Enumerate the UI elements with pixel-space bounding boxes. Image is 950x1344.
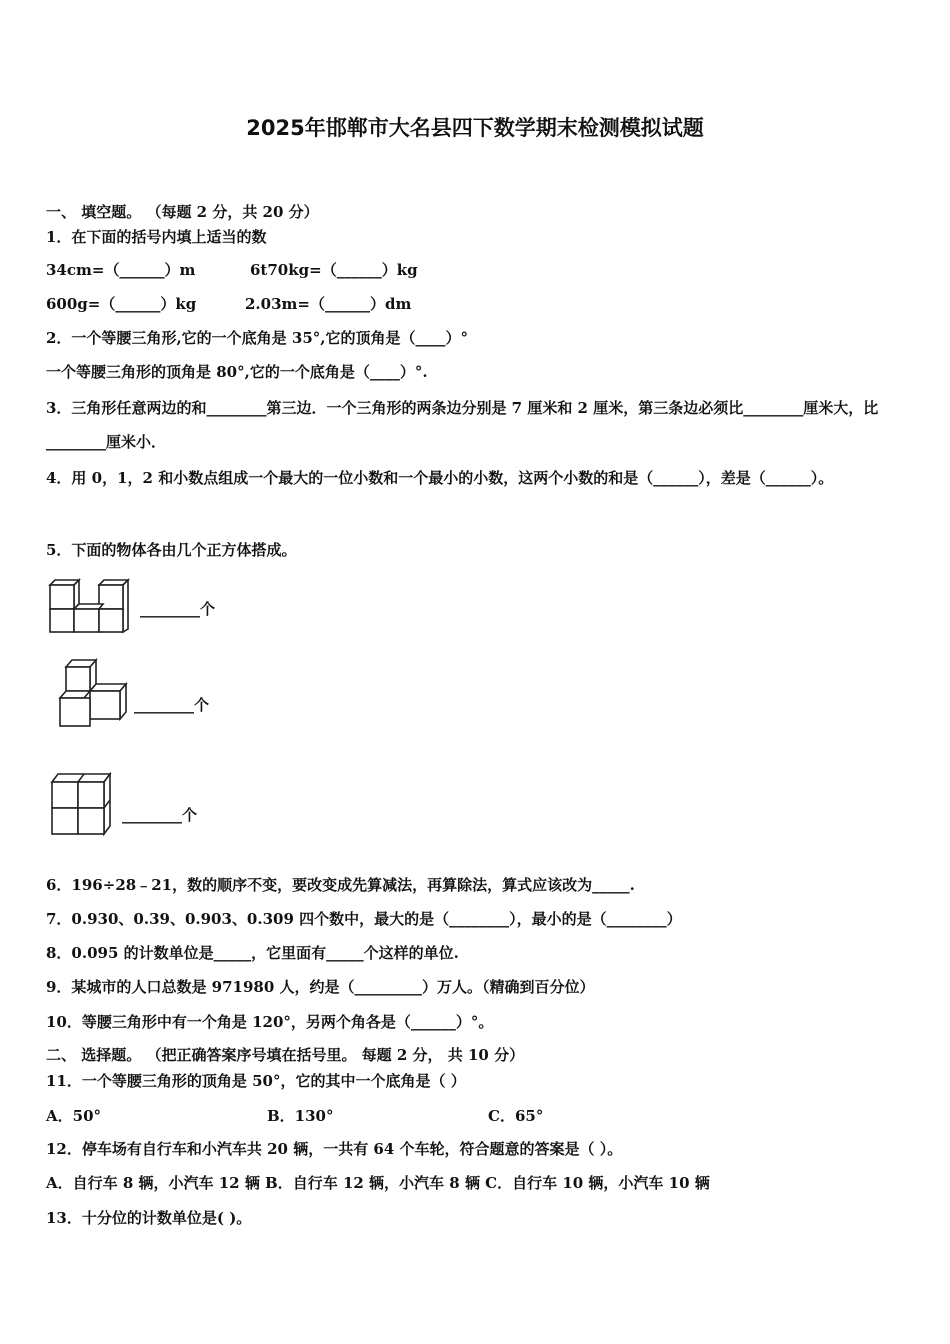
question-1a: 34cm=（______）m [46, 261, 196, 279]
question-5-stem: 5．下面的物体各由几个正方体搭成。 [46, 541, 297, 559]
cube-figure-2-icon [52, 656, 132, 730]
cube-figure-1 [46, 574, 136, 638]
page-title: 2025年邯郸市大名县四下数学期末检测模拟试题 [246, 116, 704, 140]
question-5-blank-3: ________个 [122, 806, 198, 824]
question-8: 8．0.095 的计数单位是_____，它里面有_____个这样的单位. [46, 944, 459, 962]
question-1b: 6t70kg=（______）kg [250, 261, 418, 279]
question-9: 9．某城市的人口总数是 971980 人，约是（_________）万人。（精确到百分位） [46, 978, 595, 996]
cube-figure-1-icon [46, 574, 136, 634]
question-11-option-a: A．50° [46, 1107, 102, 1125]
section-1-header: 一、 填空题。 （每题 2 分，共 20 分） [46, 203, 319, 221]
question-5-blank-1: ________个 [140, 600, 216, 618]
question-11-option-c: C．65° [488, 1107, 544, 1125]
question-10: 10．等腰三角形中有一个角是 120°，另两个角各是（______）°。 [46, 1013, 494, 1031]
question-7: 7．0.930、0.39、0.903、0.309 四个数中，最大的是（________），最小的是（________） [46, 910, 682, 928]
question-13: 13．十分位的计数单位是( )。 [46, 1209, 252, 1227]
cube-figure-2 [52, 656, 132, 734]
question-5-blank-2: ________个 [134, 696, 210, 714]
cube-figure-3 [48, 770, 120, 842]
question-4: 4．用 0，1，2 和小数点组成一个最大的一位小数和一个最小的小数，这两个小数的和是（______），差是（______）。 [46, 469, 834, 487]
question-1c: 600g=（______）kg [46, 295, 197, 313]
cube-figure-3-icon [48, 770, 120, 838]
section-2-header: 二、 选择题。 （把正确答案序号填在括号里。 每题 2 分， 共 10 分） [46, 1046, 525, 1064]
question-2a: 2．一个等腰三角形,它的一个底角是 35°,它的顶角是（____）° [46, 329, 468, 347]
question-11-stem: 11．一个等腰三角形的顶角是 50°，它的其中一个底角是（ ） [46, 1072, 466, 1090]
question-2b: 一个等腰三角形的顶角是 80°,它的一个底角是（____）°. [46, 363, 428, 381]
question-6: 6．196÷28﹣21，数的顺序不变，要改变成先算减法，再算除法，算式应该改为_____. [46, 876, 635, 894]
question-12-options: A．自行车 8 辆，小汽车 12 辆 B．自行车 12 辆，小汽车 8 辆 C．自行车 10 辆，小汽车 10 辆 [46, 1174, 710, 1192]
question-1d: 2.03m=（______）dm [245, 295, 412, 313]
question-11-option-b: B．130° [267, 1107, 334, 1125]
question-1-stem: 1．在下面的括号内填上适当的数 [46, 228, 267, 246]
question-3: 3．三角形任意两边的和________第三边．一个三角形的两条边分别是 7 厘米和 2 厘米，第三条边必须比________厘米大，比________厘米小． [46, 399, 879, 451]
question-12-stem: 12．停车场有自行车和小汽车共 20 辆，一共有 64 个车轮，符合题意的答案是（ ）。 [46, 1140, 623, 1158]
